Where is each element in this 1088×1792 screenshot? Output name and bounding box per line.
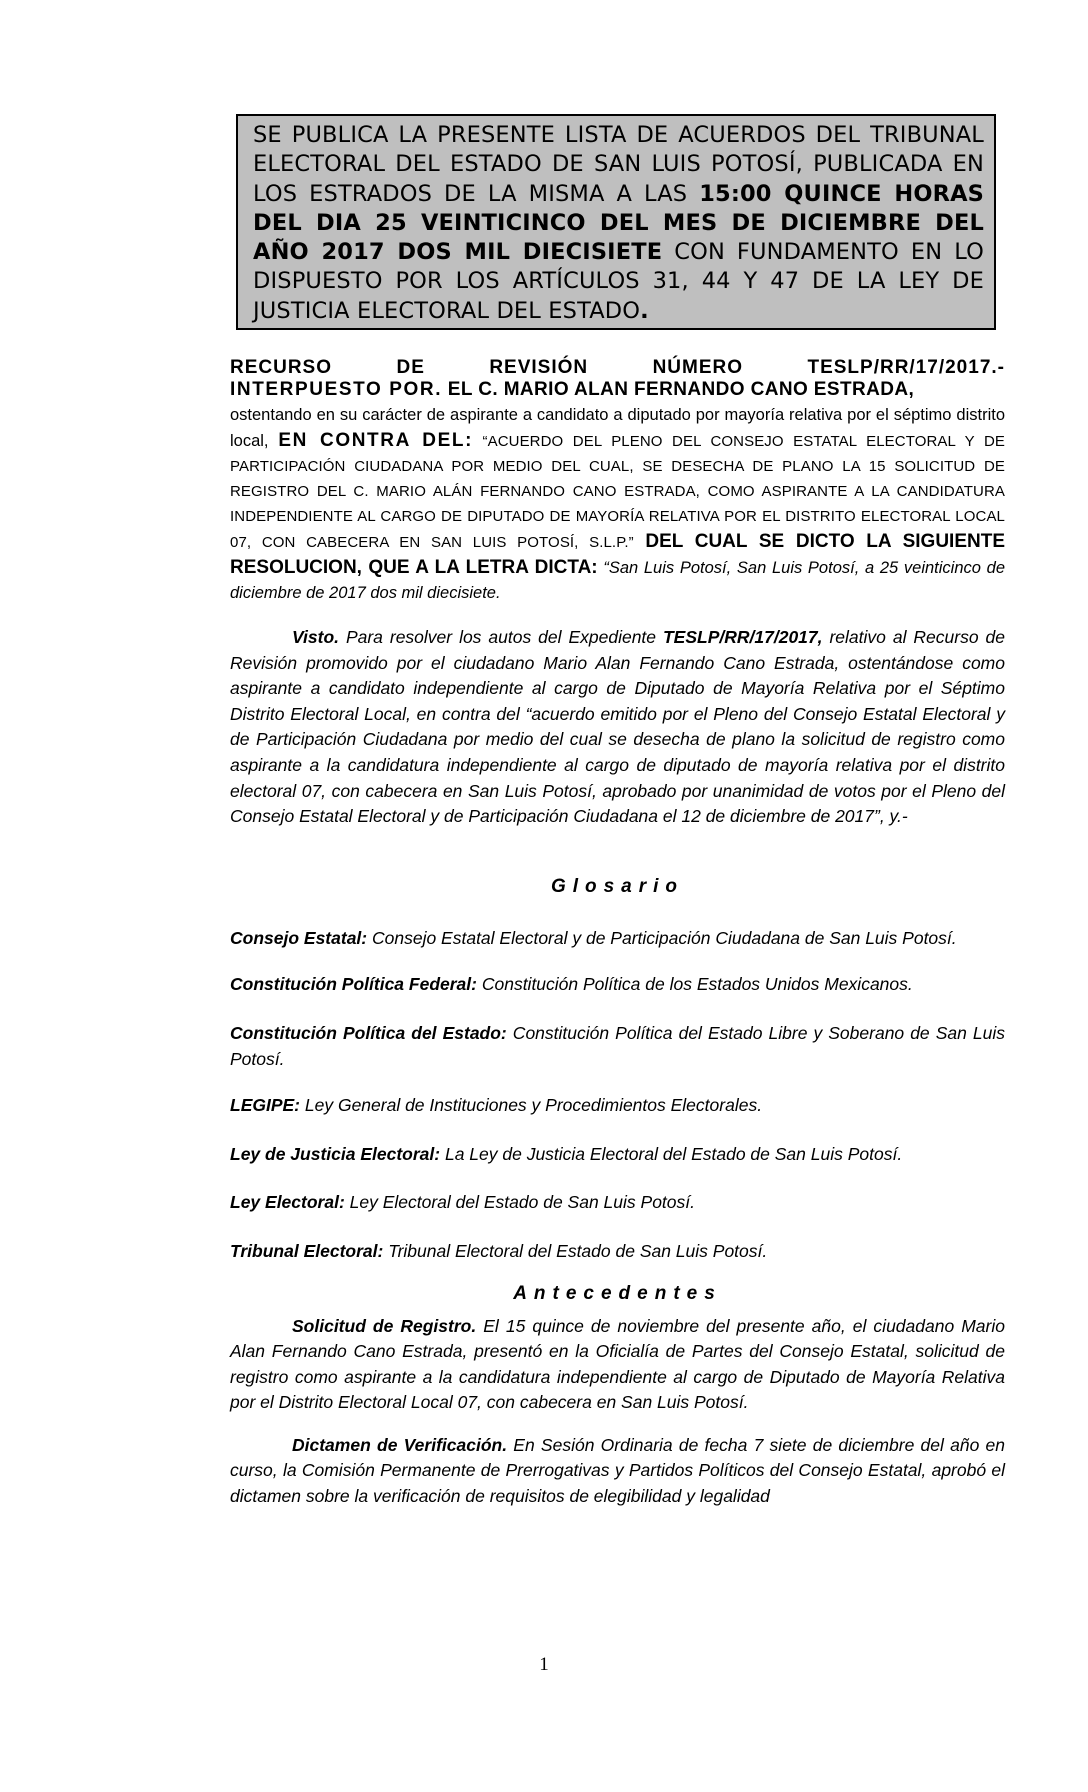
glosario-item bbox=[230, 926, 1005, 952]
glosario-definition: Consejo Estatal Electoral y de Participación Ciudadana de San Luis Potosí. bbox=[367, 927, 957, 948]
page-number: 1 bbox=[539, 1654, 549, 1675]
glosario-item bbox=[230, 972, 1005, 998]
case-text-intro: ostentando en su carácter de aspirante a candidato a diputado por mayoría relativa por el séptimo distrito local, bbox=[230, 406, 1005, 450]
glosario-term: Consejo Estatal: bbox=[230, 927, 368, 948]
glosario-definition: Ley Electoral del Estado de San Luis Potosí. bbox=[344, 1192, 695, 1213]
glosario-term: Constitución Política Federal: bbox=[230, 974, 477, 995]
glosario-definition: La Ley de Justicia Electoral del Estado de San Luis Potosí. bbox=[440, 1143, 903, 1164]
glosario-definition: Constitución Política del Estado Libre y Soberano de San Luis Potosí. bbox=[230, 1022, 1005, 1069]
antecedentes-title: Antecedentes bbox=[513, 1282, 722, 1304]
acuerdo-title: “ACUERDO DEL PLENO DEL CONSEJO ESTATAL ELECTORAL Y DE PARTICIPACIÓN CIUDADANA POR MEDIO DEL CUAL, SE DESECHA DE PLANO LA 15 SOLICITUD DE REGISTRO DEL C. MARIO ALÁN FERNANDO CANO ESTRADA, COMO ASPIRANTE A LA CANDIDATURA INDEPENDIENTE AL CARGO DE DIPUTADO DE MAYORÍA RELATIVA POR EL DISTRITO ELECTORAL LOCAL 07, CON CABECERA EN SAN LUIS POTOSÍ, S.L.P.” bbox=[230, 433, 1005, 551]
antecedente-text: El 15 quince de noviembre del presente año, el ciudadano Mario Alan Fernando Cano Estrada, presentó en la Oficialía de Partes del Consejo Estatal, solicitud de registro como aspirante a la candidatura independiente al cargo de Diputado de Mayoría Relativa por el Distrito Electoral Local 07, con cabecera en San Luis Potosí. bbox=[230, 1315, 1005, 1413]
glosario-definition: Ley General de Instituciones y Procedimientos Electorales. bbox=[300, 1095, 763, 1116]
case-promovente-line bbox=[230, 379, 1005, 401]
glosario-term: Tribunal Electoral: bbox=[230, 1240, 384, 1261]
glosario-definition: Constitución Política de los Estados Unidos Mexicanos. bbox=[476, 974, 913, 995]
glosario-list bbox=[230, 926, 1005, 1265]
glosario-item bbox=[230, 1093, 1005, 1119]
antecedente-label: Solicitud de Registro. bbox=[292, 1315, 477, 1336]
glosario-term: Ley de Justicia Electoral: bbox=[230, 1143, 441, 1164]
resolucion-label: DEL CUAL SE DICTO LA SIGUIENTE RESOLUCION, QUE A LA LETRA DICTA: bbox=[230, 531, 1005, 578]
interpuesto-label: INTERPUESTO POR. bbox=[230, 379, 443, 400]
notice-text-part1: SE PUBLICA LA PRESENTE LISTA DE ACUERDOS DEL TRIBUNAL ELECTORAL DEL ESTADO DE SAN LUIS POTOSÍ, PUBLICADA EN LOS ESTRADOS DE LA MISMA A LAS bbox=[253, 122, 984, 207]
visto-label: Visto. bbox=[292, 627, 339, 647]
visto-paragraph bbox=[230, 625, 1005, 830]
glosario-item bbox=[230, 1239, 1005, 1265]
glosario-item bbox=[230, 1021, 1005, 1072]
publication-notice-box bbox=[236, 114, 996, 330]
antecedente-item bbox=[230, 1433, 1005, 1510]
document-body bbox=[230, 357, 1005, 1510]
case-heading: RECURSO DE REVISIÓN NÚMERO TESLP/RR/17/2017.- bbox=[230, 357, 1005, 378]
antecedente-label: Dictamen de Verificación. bbox=[292, 1434, 508, 1455]
antecedente-item bbox=[230, 1314, 1005, 1416]
antecedente-text: En Sesión Ordinaria de fecha 7 siete de diciembre del año en curso, la Comisión Permanente de Prerrogativas y Partidos Políticos del Consejo Estatal, aprobó el dictamen sobre la verificación de requisitos de elegibilidad y legalidad bbox=[230, 1434, 1005, 1507]
glosario-term: Constitución Política del Estado: bbox=[230, 1022, 507, 1043]
visto-text-part1: Para resolver los autos del Expediente bbox=[339, 627, 663, 647]
glosario-item bbox=[230, 1190, 1005, 1216]
notice-text-part2: CON FUNDAMENTO EN LO DISPUESTO POR LOS ARTÍCULOS 31, 44 Y 47 DE LA LEY DE JUSTICIA ELECTORAL DEL ESTADO bbox=[253, 239, 984, 324]
glosario-item bbox=[230, 1142, 1005, 1168]
notice-end: . bbox=[640, 297, 649, 324]
glosario-title: Glosario bbox=[550, 875, 685, 897]
expediente-number: TESLP/RR/17/2017, bbox=[662, 627, 823, 647]
visto-text-part2: relativo al Recurso de Revisión promovido por el ciudadano Mario Alan Fernando Cano Estrada, ostentándose como aspirante a candidato independiente al cargo de Diputado de Mayoría Relativa por el Séptimo Distrito Electoral Local, en contra del “acuerdo emitido por el Pleno del Consejo Estatal Electoral y de Participación Ciudadana por medio del cual se desecha de plano la solicitud de registro como aspirante a la candidatura independiente al cargo de diputado de mayoría relativa por el distrito electoral 07, con cabecera en San Luis Potosí, aprobado por unanimidad de votos por el Pleno del Consejo Estatal Electoral y de Participación Ciudadana el 12 de diciembre de 2017”, y.- bbox=[230, 627, 1005, 827]
glosario-definition: Tribunal Electoral del Estado de San Luis Potosí. bbox=[383, 1240, 768, 1261]
glosario-term: Ley Electoral: bbox=[230, 1192, 345, 1213]
glosario-term: LEGIPE: bbox=[230, 1095, 301, 1116]
publication-notice-text bbox=[253, 121, 984, 326]
promovente-name: EL C. MARIO ALAN FERNANDO CANO ESTRADA, bbox=[442, 379, 915, 400]
en-contra-label: EN CONTRA DEL: bbox=[278, 430, 474, 451]
notice-date-bold: 15:00 QUINCE HORAS DEL DIA 25 VEINTICINCO DEL MES DE DICIEMBRE DEL AÑO 2017 DOS MIL DIECISIETE bbox=[253, 180, 984, 266]
resolucion-date: “San Luis Potosí, San Luis Potosí, a 25 veinticinco de diciembre de 2017 dos mil diecisiete. bbox=[230, 559, 1006, 602]
case-description bbox=[230, 403, 1005, 606]
